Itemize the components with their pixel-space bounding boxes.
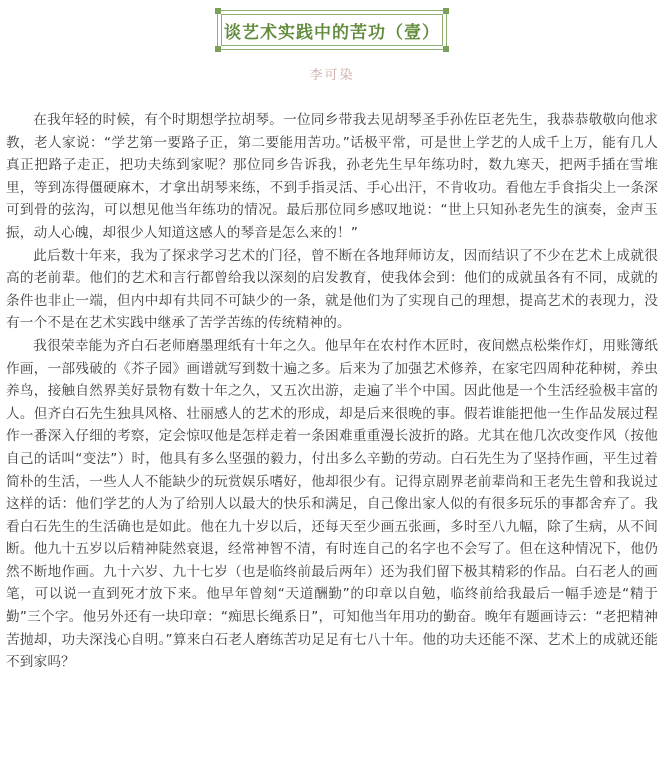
title-frame [217, 10, 447, 50]
paragraph: 我很荣幸能为齐白石老师磨墨理纸有十年之久。他早年在农村作木匠时，夜间燃点松柴作灯，用账簿纸作画，一部残破的《芥子园》画谱就写到数十遍之多。后来为了加强艺术修养，在家宅四周种花种树，养虫养鸟，接触自然界美好景物有数十年之久，又五次出游，走遍了半个中国。因此他是一个生活经验极丰富的人。但齐白石先生独具风格、壮丽感人的艺术的形成，却是后来很晚的事。假若谁能把他一生作品发展过程作一番深入仔细的考察，定会惊叹他是怎样走着一条困难重重漫长波折的路。尤其在他几次改变作风（按他自己的话叫“变法”）时，他具有多么坚强的毅力，付出多么辛勤的劳动。白石先生为了坚持作画，平生过着简朴的生活，一些人人不能缺少的玩赏娱乐嗜好，他却很少有。记得京剧界老前辈尚和王老先生曾和我说过这样的话：他们学艺的人为了给别人以最大的快乐和满足，自己像出家人似的有很多玩乐的事都舍弃了。我看白石先生的生活确也是如此。他在九十岁以后，还每天至少画五张画，多时至八九幅，除了生病，从不间断。他九十五岁以后精神陡然衰退，经常神智不清，有时连自己的名字也不会写了。但在这种情况下，他仍然不断地作画。九十六岁、九十七岁（也是临终前最后两年）还为我们留下极其精彩的作品。白石老人的画笔，可以说一直到死才放下来。他早年曾刻“天道酬勤”的印章以自勉，临终前给我最后一幅手迹是“精于勤”三个字。他另外还有一块印章：“痴思长绳系日”，可知他当年用功的勤奋。晚年有题画诗云：“老把精神苦抛却，功夫深浅心自明。”算来白石老人磨练苦功足足有七八十年。他的功夫还能不深、艺术上的成就还能不到家吗？ [6, 337, 658, 671]
article-body [6, 109, 658, 674]
frame-corner-decoration [215, 46, 221, 52]
frame-corner-decoration [215, 8, 221, 14]
article-title: 谈艺术实践中的苦功（壹） [221, 14, 443, 46]
frame-corner-decoration [443, 46, 449, 52]
article-author: 李可染 [309, 68, 355, 83]
title-banner [0, 10, 664, 50]
paragraph: 此后数十年来，我为了探求学习艺术的门径，曾不断在各地拜师访友，因而结识了不少在艺术上成就很高的老前辈。他们的艺术和言行都曾给我以深刻的启发教育，使我体会到：他们的成就虽各有不同，成就的条件也非止一端，但内中却有共同不可缺少的一条，就是他们为了实现自己的理想，提高艺术的表现力，没有一个不是在艺术实践中继承了苦学苦练的传统精神的。 [6, 247, 658, 332]
frame-corner-decoration [443, 8, 449, 14]
paragraph: 在我年轻的时候，有个时期想学拉胡琴。一位同乡带我去见胡琴圣手孙佐臣老先生，我恭恭敬敬向他求教，老人家说：“学艺第一要路子正，第二要能用苦功。”话极平常，可是世上学艺的人成千上万，能有几人真正把路子走正，把功夫练到家呢？那位同乡告诉我，孙老先生早年练功时，数九寒天，把两手插在雪堆里，等到冻得僵硬麻木，才拿出胡琴来练，不到手指灵活、手心出汗，不肯收功。看他左手食指尖上一条深可到骨的弦沟，可以想见他当年练功的情况。最后那位同乡感叹地说：“世上只知孙老先生的演奏，金声玉振，动人心魄，却很少人知道这感人的琴音是怎么来的！” [6, 112, 658, 241]
